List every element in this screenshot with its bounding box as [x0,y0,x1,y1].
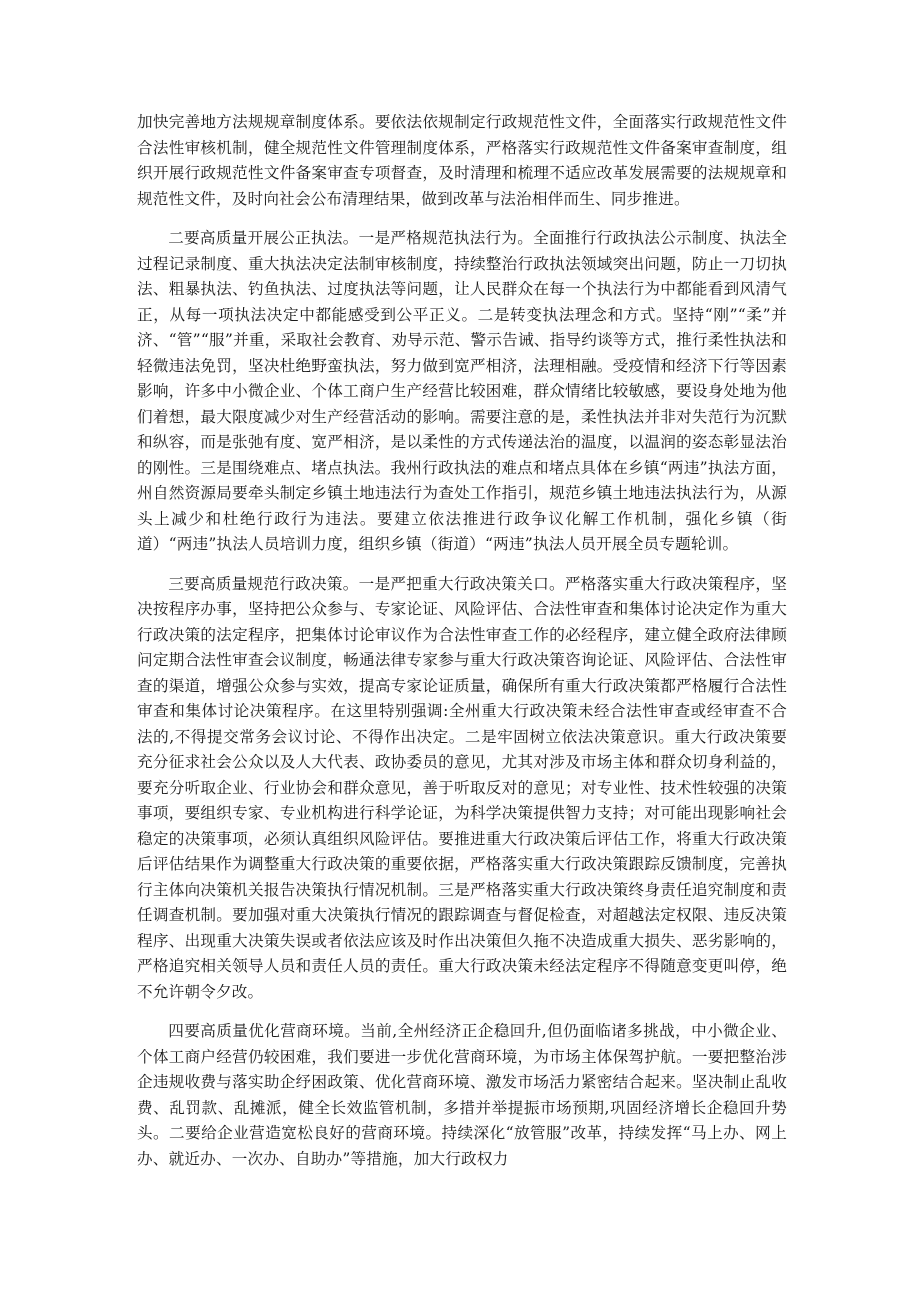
paragraph-fair-law-enforcement: 二要高质量开展公正执法。一是严格规范执法行为。全面推行行政执法公示制度、执法全过程记录制度、重大执法决定法制审核制度，持续整治行政执法领域突出问题，防止一刀切执法、粗暴执法、钓鱼执法、过度执法等问题，让人民群众在每一个执法行为中都能看到风清气正，从每一项执法决定中都能感受到公平正义。二是转变执法理念和方式。坚持“刚”“柔”并济、“管”“服”并重，采取社会教育、劝导示范、警示告诫、指导约谈等方式，推行柔性执法和轻微违法免罚，坚决杜绝野蛮执法，努力做到宽严相济，法理相融。受疫情和经济下行等因素影响，许多中小微企业、个体工商户生产经营比较困难，群众情绪比较敏感，要设身处地为他们着想，最大限度减少对生产经营活动的影响。需要注意的是，柔性执法并非对失范行为沉默和纵容，而是张弛有度、宽严相济，是以柔性的方式传递法治的温度，以温润的姿态彰显法治的刚性。三是围绕难点、堵点执法。我州行政执法的难点和堵点具体在乡镇“两违”执法方面，州自然资源局要牵头制定乡镇土地违法行为查处工作指引，规范乡镇土地违法执法行为，从源头上减少和杜绝行政行为违法。要建立依法推进行政争议化解工作机制，强化乡镇（街道）“两违”执法人员培训力度，组织乡镇（街道）“两违”执法人员开展全员专题轮训。 [137,229,787,553]
paragraph-intro-continuation: 加快完善地方法规规章制度体系。要依法依规制定行政规范性文件，全面落实行政规范性文件合法性审核机制，健全规范性文件管理制度体系，严格落实行政规范性文件备案审查制度，组织开展行政规范性文件备案审查专项督查，及时清理和梳理不适应改革发展需要的法规规章和规范性文件，及时向社会公布清理结果，做到改革与法治相伴而生、同步推进。 [137,113,787,208]
paragraph-administrative-decisions: 三要高质量规范行政决策。一是严把重大行政决策关口。严格落实重大行政决策程序，坚决按程序办事，坚持把公众参与、专家论证、风险评估、合法性审查和集体讨论决定作为重大行政决策的法定程序，把集体讨论审议作为合法性审查工作的必经程序，建立健全政府法律顾问定期合法性审查会议制度，畅通法律专家参与重大行政决策咨询论证、风险评估、合法性审查的渠道，增强公众参与实效，提高专家论证质量，确保所有重大行政决策都严格履行合法性审查和集体讨论决策程序。在这里特别强调:全州重大行政决策未经合法性审查或经审查不合法的,不得提交常务会议讨论、不得作出决定。二是牢固树立依法决策意识。重大行政决策要充分征求社会公众以及人大代表、政协委员的意见，尤其对涉及市场主体和群众切身利益的，要充分听取企业、行业协会和群众意见，善于听取反对的意见；对专业性、技术性较强的决策事项，要组织专家、专业机构进行科学论证，为科学决策提供智力支持；对可能出现影响社会稳定的决策事项，必须认真组织风险评估。要推进重大行政决策后评估工作，将重大行政决策后评估结果作为调整重大行政决策的重要依据，严格落实重大行政决策跟踪反馈制度，完善执行主体向决策机关报告决策执行情况机制。三是严格落实重大行政决策终身责任追究制度和责任调查机制。要加强对重大决策执行情况的跟踪调查与督促检查，对超越法定权限、违反决策程序、出现重大决策失误或者依法应该及时作出决策但久拖不决造成重大损失、恶劣影响的，严格追究相关领导人员和责任人员的责任。重大行政决策未经法定程序不得随意变更叫停，绝不允许朝令夕改。 [137,574,787,1001]
paragraph-business-environment: 四要高质量优化营商环境。当前,全州经济正企稳回升,但仍面临诸多挑战，中小微企业、个体工商户经营仍较困难，我们要进一步优化营商环境，为市场主体保驾护航。一要把整治涉企违规收费与落实助企纾困政策、优化营商环境、激发市场活力紧密结合起来。坚决制止乱收费、乱罚款、乱摊派，健全长效监管机制，多措并举提振市场预期,巩固经济增长企稳回升势头。二要给企业营造宽松良好的营商环境。持续深化“放管服”改革，持续发挥“马上办、网上办、就近办、一次办、自助办”等措施，加大行政权力 [137,1022,787,1168]
document-page [137,110,787,1186]
